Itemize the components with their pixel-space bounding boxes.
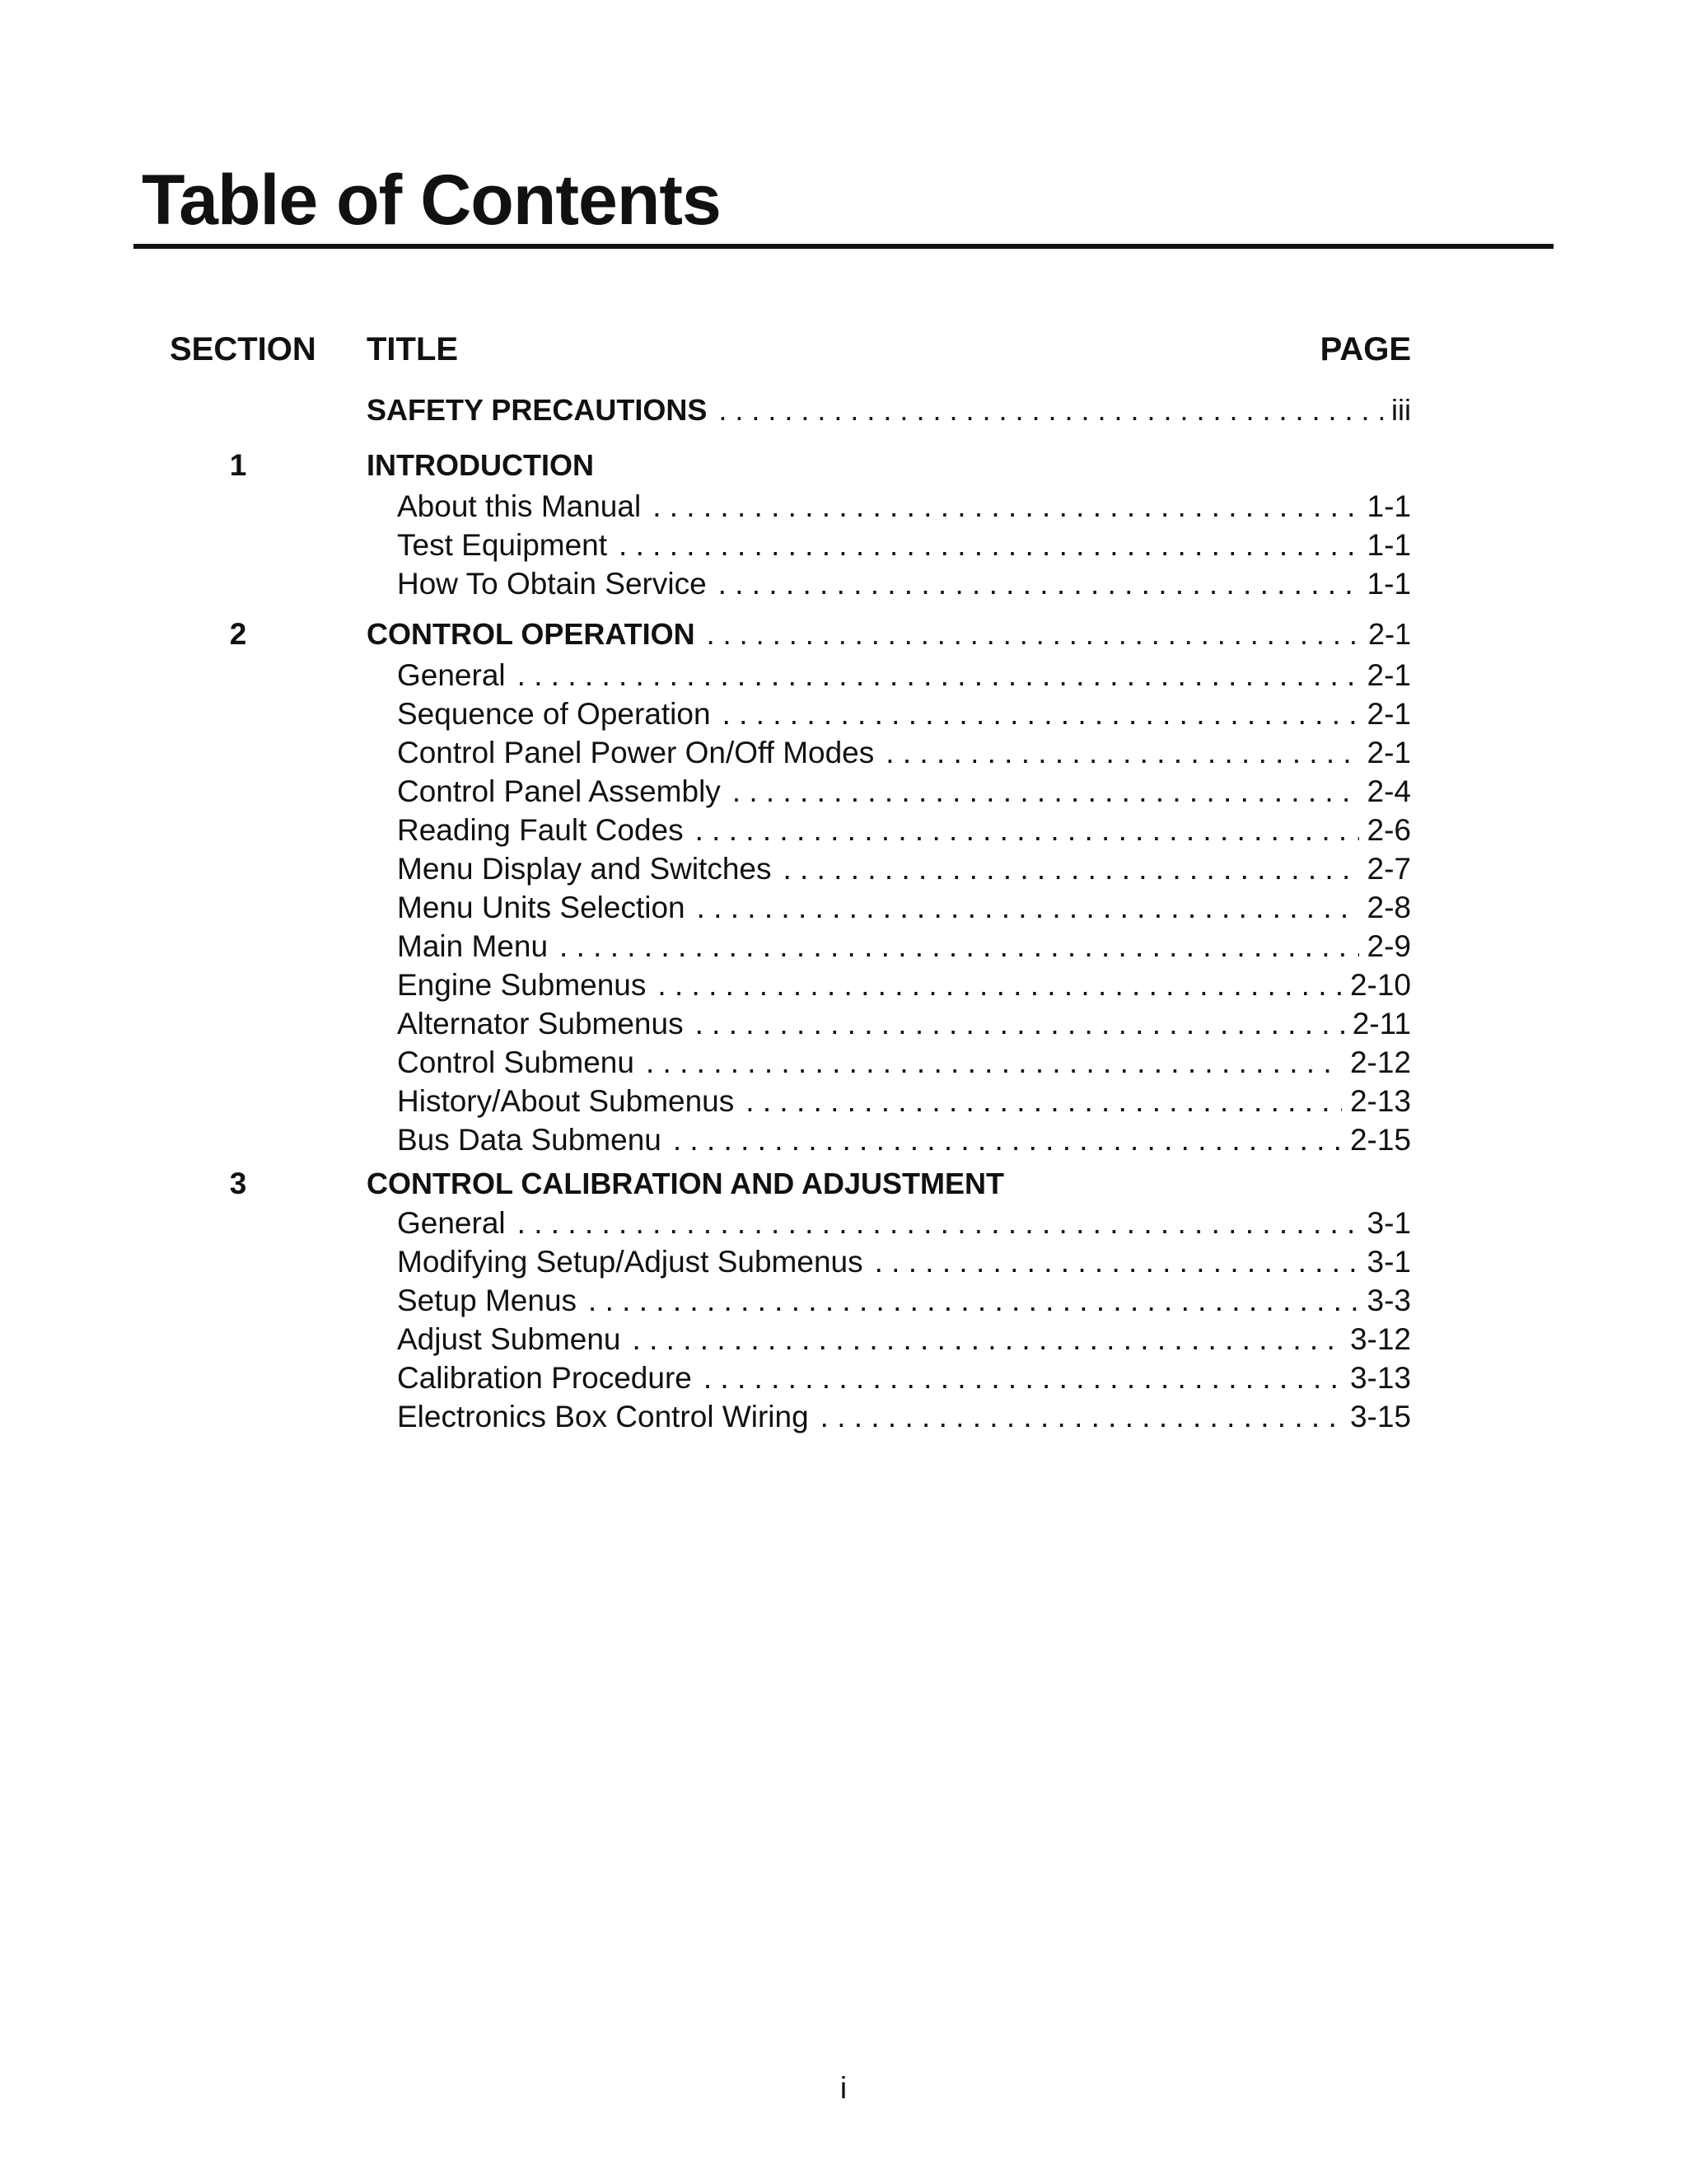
entry-page-number: 2-10 [1349,968,1411,1002]
dot-leader [745,1082,1342,1121]
toc-entry [367,391,1411,430]
entry-title: INTRODUCTION [367,448,594,482]
entry-page-number: 1-1 [1367,489,1411,523]
entry-page-number: 2-1 [1367,736,1411,769]
dot-leader [588,1281,1358,1321]
toc-entry-row [0,733,1687,773]
dot-leader [633,1320,1342,1359]
entry-title: General [397,658,506,692]
toc-entry [397,1043,1411,1083]
toc-entry-row [0,487,1687,526]
entry-page-number: 2-1 [1367,658,1411,692]
toc-entry [397,1120,1411,1160]
entry-page-number: 3-15 [1349,1400,1411,1433]
toc-entry [397,811,1411,850]
entry-title: Reading Fault Codes [397,813,684,847]
toc-entry-row [0,772,1687,811]
toc-entry-row [0,1397,1687,1437]
toc-entry [397,1082,1411,1121]
toc-entry [397,1397,1411,1437]
entry-title: Test Equipment [397,528,608,562]
entry-title: Alternator Submenus [397,1007,684,1041]
column-header-section: SECTION [170,331,316,367]
section-number: 2 [229,617,247,651]
toc-entry-row [0,966,1687,1005]
toc-entry [367,1164,1004,1204]
entry-page-number: 3-3 [1367,1284,1411,1317]
entry-title: Menu Display and Switches [397,852,772,886]
entry-page-number: 2-9 [1367,929,1411,963]
entry-title: CONTROL CALIBRATION AND ADJUSTMENT [367,1167,1004,1200]
toc-entry [397,1004,1411,1044]
dot-leader [875,1242,1359,1282]
toc-entry-row [0,1204,1687,1243]
toc-entry [397,1320,1411,1359]
toc-entry-row [0,1359,1687,1398]
entry-page-number: 2-11 [1352,1007,1411,1041]
page-title: Table of Contents [142,161,721,240]
section-number: 3 [229,1167,247,1200]
dot-leader [517,656,1359,695]
toc-entry [397,849,1411,889]
entry-title: Calibration Procedure [397,1361,692,1395]
dot-leader [820,1397,1342,1437]
entry-page-number: 2-6 [1367,813,1411,847]
toc-entry-row [0,849,1687,889]
page-number: i [839,2071,848,2105]
dot-leader [695,811,1359,850]
toc-entry-row [0,888,1687,928]
toc-entry-row [0,564,1687,604]
dot-leader [695,1004,1344,1044]
dot-leader [783,849,1359,889]
toc-entry-row [0,656,1687,695]
toc-entry [367,446,594,485]
entry-title: Control Panel Power On/Off Modes [397,736,875,769]
dot-leader [673,1120,1342,1160]
entry-page-number: 2-1 [1367,697,1411,731]
entry-page-number: 3-1 [1367,1206,1411,1240]
toc-entry-row [0,1242,1687,1282]
entry-title: Electronics Box Control Wiring [397,1400,809,1433]
entry-page-number: 1-1 [1367,567,1411,601]
entry-title: Control Panel Assembly [397,774,721,808]
dot-leader [703,1359,1342,1398]
entry-title: Bus Data Submenu [397,1123,661,1157]
toc-section-row [0,1164,1687,1204]
entry-page-number: iii [1391,393,1411,427]
toc-entry [397,694,1411,734]
entry-title: Menu Units Selection [397,891,685,924]
dot-leader [732,772,1359,811]
dot-leader [657,966,1342,1005]
dot-leader [718,564,1359,604]
toc-entry [397,1281,1411,1321]
dot-leader [722,694,1359,734]
entry-page-number: 2-12 [1349,1045,1411,1079]
dot-leader [559,927,1358,966]
entry-page-number: 1-1 [1367,528,1411,562]
toc-entry-row [0,526,1687,565]
toc-entry-row [0,1043,1687,1083]
dot-leader [707,615,1360,654]
toc-entry-row [0,811,1687,850]
toc-section-row [0,446,1687,485]
entry-title: Main Menu [397,929,549,963]
toc-entry-row [0,1281,1687,1321]
toc-entry [397,526,1411,565]
entry-page-number: 2-7 [1367,852,1411,886]
toc-entry [397,1242,1411,1282]
entry-title: How To Obtain Service [397,567,707,601]
dot-leader [652,487,1358,526]
toc-entry-row [0,694,1687,734]
toc-entry [397,733,1411,773]
section-number: 1 [229,448,247,482]
entry-title: General [397,1206,506,1240]
toc-entry-row [0,1004,1687,1044]
dot-leader [517,1204,1359,1243]
entry-title: CONTROL OPERATION [367,617,695,651]
entry-page-number: 3-13 [1349,1361,1411,1395]
entry-title: Modifying Setup/Adjust Submenus [397,1245,863,1279]
toc-entry [367,615,1411,654]
toc-entry [397,487,1411,526]
toc-entry-row [0,1082,1687,1121]
toc-section-row [0,615,1687,654]
dot-leader [718,391,1383,430]
toc-entry [397,888,1411,928]
toc-entry [397,656,1411,695]
entry-title: Setup Menus [397,1284,577,1317]
entry-page-number: 3-12 [1349,1322,1411,1356]
column-header-title: TITLE [367,331,459,367]
entry-title: Engine Submenus [397,968,647,1002]
entry-title: History/About Submenus [397,1084,735,1118]
toc-entry [397,1204,1411,1243]
toc-entry-row [0,927,1687,966]
dot-leader [646,1043,1342,1083]
toc-entry [397,564,1411,604]
entry-title: About this Manual [397,489,642,523]
entry-title: Sequence of Operation [397,697,711,731]
toc-entry-row [0,1320,1687,1359]
toc-entry [397,966,1411,1005]
toc-entry-row [0,1120,1687,1160]
entry-page-number: 2-8 [1367,891,1411,924]
toc-entry [397,927,1411,966]
entry-title: Control Submenu [397,1045,634,1079]
entry-title: SAFETY PRECAUTIONS [367,393,708,427]
entry-page-number: 2-4 [1367,774,1411,808]
entry-page-number: 2-15 [1349,1123,1411,1157]
column-header-page: PAGE [1320,331,1411,367]
dot-leader [886,733,1358,773]
toc-entry [397,772,1411,811]
entry-page-number: 2-1 [1367,617,1411,651]
dot-leader [697,888,1359,928]
toc-section-row [0,391,1687,430]
dot-leader [619,526,1358,565]
entry-page-number: 3-1 [1367,1245,1411,1279]
toc-entry [397,1359,1411,1398]
entry-page-number: 2-13 [1349,1084,1411,1118]
entry-title: Adjust Submenu [397,1322,621,1356]
